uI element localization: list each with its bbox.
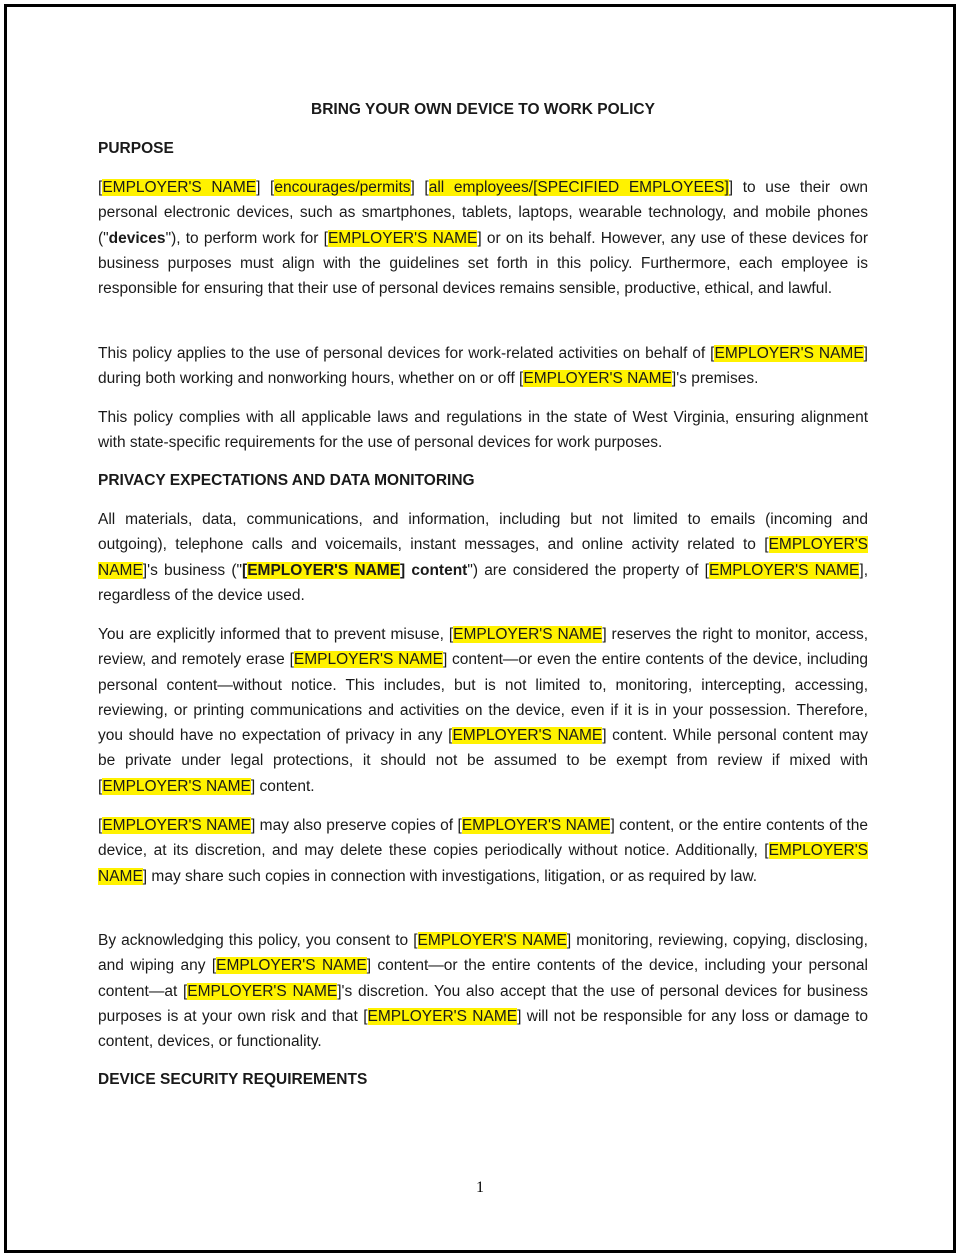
text-run: By acknowledging this policy, you consent to [ (98, 932, 418, 949)
text-run: ] will not be responsible for any loss or damage to content, devices, or functionality. (98, 1007, 868, 1051)
text-run: [ (98, 179, 103, 196)
placeholder-highlight: EMPLOYER'S NAME (293, 651, 443, 669)
text-run: ] content—or even the entire contents of the device, including personal content—without notice. This includes, but is not limited to, monitoring, intercepting, accessing, reviewing, or printing communications and activities on the device, even if it is in your possession. Therefore, you should have no expectation of privacy in any [ (98, 651, 869, 745)
placeholder-highlight: EMPLOYER'S NAME (98, 536, 868, 579)
text-run: ] [ (410, 179, 429, 196)
document-title: BRING YOUR OWN DEVICE TO WORK POLICY (311, 101, 655, 118)
placeholder-highlight: EMPLOYER'S NAME (216, 957, 367, 975)
section-heading-privacy: PRIVACY EXPECTATIONS AND DATA MONITORING (98, 472, 475, 489)
section-heading-purpose: PURPOSE (98, 140, 174, 157)
text-run: All materials, data, communications, and information, including but not limited to emails (incoming and outgoing), telephone calls and voicemails, instant messages, and online activity related to [ (98, 511, 868, 554)
text-run: ]'s discretion. You also accept that the use of personal devices for business purposes is at your own risk and that [ (98, 982, 868, 1025)
paragraph-privacy-4 (98, 928, 868, 1054)
paragraph-purpose-3 (98, 405, 868, 456)
placeholder-highlight: EMPLOYER'S NAME (102, 179, 257, 196)
text-run: "), to perform work for [ (165, 229, 328, 247)
paragraph-purpose-1 (98, 175, 868, 301)
document-page (4, 4, 956, 1253)
page-number: 1 (476, 1179, 484, 1196)
text-run: This policy complies with all applicable laws and regulations in the state of West Virginia, ensuring alignment with state-specific requirements for the use of personal devices for work purposes. (98, 409, 868, 452)
text-run: ], regardless of the device used. (98, 561, 869, 604)
paragraph-privacy-1 (98, 507, 868, 608)
text-run: ] content—or the entire contents of the device, including your personal content—at [ (98, 957, 868, 1000)
text-run: ] content. While personal content may be private under legal protections, it should not be assumed to be exempt from review if mixed with [ (98, 727, 868, 795)
placeholder-highlight: EMPLOYER'S NAME (187, 982, 338, 1000)
text-run: ]'s premises. (671, 370, 759, 388)
text-run: [ (98, 817, 103, 834)
text-run: devices (108, 229, 166, 247)
placeholder-highlight: EMPLOYER'S NAME (102, 777, 251, 795)
placeholder-highlight: EMPLOYER'S NAME (452, 727, 603, 745)
text-run: ] content. (250, 777, 315, 795)
paragraph-privacy-3 (98, 813, 868, 889)
placeholder-highlight: all employees/[SPECIFIED EMPLOYEES] (428, 179, 729, 196)
text-run: ] or on its behalf. However, any use of these devices for business purposes must align with the guidelines set forth in this policy. Furthermore, each employee is responsible for ensuring that their use of personal devices remains sensible, productive, ethical, and lawful. (98, 229, 868, 298)
placeholder-highlight: EMPLOYER'S NAME (523, 370, 672, 388)
placeholder-highlight: EMPLOYER'S NAME (714, 345, 864, 362)
text-run: ") are considered the property of [ (467, 561, 709, 579)
placeholder-highlight: EMPLOYER'S NAME (327, 229, 478, 247)
text-run: ] monitoring, reviewing, copying, disclosing, and wiping any [ (98, 932, 868, 975)
placeholder-highlight: EMPLOYER'S NAME (417, 932, 567, 949)
text-run: ] content (400, 561, 468, 579)
placeholder-highlight: EMPLOYER'S NAME (247, 561, 401, 579)
text-run: You are explicitly informed that to prevent misuse, [ (98, 626, 454, 643)
placeholder-highlight: EMPLOYER'S NAME (98, 842, 868, 885)
text-run: ] [ (256, 179, 275, 196)
placeholder-highlight: EMPLOYER'S NAME (453, 626, 603, 643)
text-run: ] reserves the right to monitor, access, review, and remotely erase [ (98, 626, 869, 669)
text-run: [ (242, 561, 248, 579)
text-run: ] may also preserve copies of [ (250, 817, 462, 834)
placeholder-highlight: EMPLOYER'S NAME (102, 817, 251, 834)
text-run: ]'s business (" (142, 561, 243, 579)
text-run: ] to use their own personal electronic devices, such as smartphones, tablets, laptops, wearable technology, and mobile phones (" (98, 179, 869, 247)
section-heading-security: DEVICE SECURITY REQUIREMENTS (98, 1071, 368, 1088)
paragraph-privacy-2 (98, 622, 868, 799)
placeholder-highlight: EMPLOYER'S NAME (461, 817, 611, 834)
text-run: ] content, or the entire contents of the device, at its discretion, and may delete these copies periodically without notice. Additionally, [ (98, 817, 868, 860)
paragraph-purpose-2 (98, 341, 868, 392)
text-run: ] may share such copies in connection with investigations, litigation, or as required by law. (142, 867, 758, 885)
text-run: This policy applies to the use of personal devices for work-related activities on behalf of [ (98, 345, 715, 362)
placeholder-highlight: EMPLOYER'S NAME (367, 1007, 518, 1025)
placeholder-highlight: encourages/permits (274, 179, 411, 196)
placeholder-highlight: EMPLOYER'S NAME (708, 561, 860, 579)
text-run: ] during both working and nonworking hours, whether on or off [ (98, 345, 868, 388)
